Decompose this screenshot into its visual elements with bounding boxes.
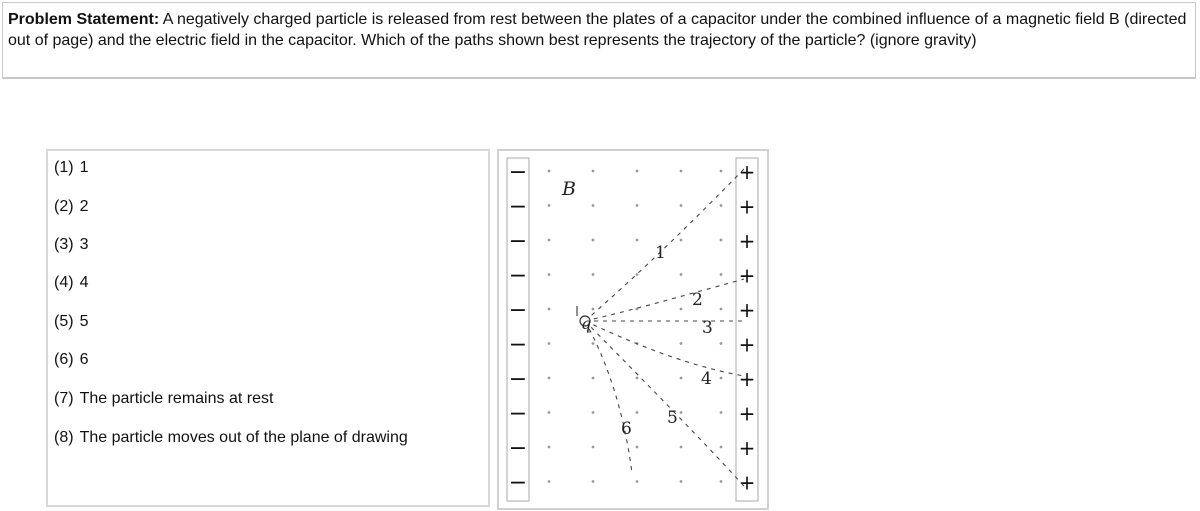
- option-label: 1: [79, 159, 89, 176]
- problem-statement: [2, 2, 1196, 79]
- positive-sign: +: [738, 332, 756, 357]
- positive-sign: +: [738, 367, 756, 391]
- field-dot: [592, 273, 595, 276]
- negative-sign: −: [508, 298, 528, 323]
- field-dot: [720, 411, 723, 414]
- field-dot: [720, 273, 723, 276]
- field-dot: [548, 170, 551, 173]
- field-dot: [592, 342, 595, 345]
- option-number: (4): [54, 274, 74, 291]
- positive-sign: +: [738, 194, 756, 219]
- positive-sign: +: [738, 229, 756, 253]
- field-dot: [680, 446, 683, 449]
- positive-sign: +: [738, 263, 756, 288]
- negative-sign: −: [508, 470, 528, 496]
- path-label-3: 3: [702, 318, 713, 338]
- field-dot: [636, 411, 639, 414]
- field-dot: [720, 308, 723, 311]
- path-label-5: 5: [667, 408, 678, 428]
- option-label: 3: [79, 236, 89, 253]
- positive-sign: +: [738, 470, 756, 495]
- field-dot: [636, 273, 639, 276]
- answer-option-8[interactable]: [54, 428, 408, 448]
- diagram-canvas: [499, 151, 767, 508]
- problem-text: A negatively charged particle is released from rest between the plates of a capacitor under the combined influence of a magnetic field B (directed out of page) and the electric field in the capacitor. Which of the paths shown best represents the trajectory of the particle? (ignore gravity): [8, 11, 1187, 49]
- field-dot: [592, 170, 595, 173]
- field-dot: [680, 308, 683, 311]
- answer-option-2[interactable]: [54, 197, 88, 217]
- option-label: The particle moves out of the plane of drawing: [79, 429, 408, 446]
- negative-sign: −: [508, 160, 528, 185]
- field-dot: [680, 239, 683, 242]
- field-dot: [680, 480, 683, 483]
- field-dot: [636, 446, 639, 449]
- answer-option-5[interactable]: [54, 312, 88, 332]
- field-dot: [680, 170, 683, 173]
- field-dot: [636, 480, 639, 483]
- field-dot: [720, 170, 723, 173]
- negative-sign: −: [508, 194, 528, 220]
- negative-sign: −: [508, 229, 528, 254]
- option-number: (3): [54, 236, 74, 253]
- field-dot: [680, 377, 683, 380]
- answer-options-list: [46, 149, 490, 507]
- field-dot: [548, 411, 551, 414]
- field-dot: [548, 342, 551, 345]
- positive-sign: +: [738, 436, 756, 460]
- field-dot: [720, 480, 723, 483]
- option-label: 5: [79, 313, 89, 330]
- option-label: 6: [79, 351, 89, 368]
- trajectory-paths: [585, 169, 744, 486]
- field-dot: [592, 411, 595, 414]
- negative-sign: −: [508, 332, 528, 358]
- option-label: 2: [79, 198, 89, 215]
- charge-label: q: [581, 314, 592, 333]
- path-2: [585, 279, 744, 321]
- negative-sign: −: [508, 367, 528, 392]
- negative-sign: −: [508, 436, 528, 461]
- field-dot: [636, 239, 639, 242]
- positive-sign: +: [738, 298, 756, 322]
- field-dot: [592, 239, 595, 242]
- field-dot: [592, 480, 595, 483]
- field-dot: [636, 377, 639, 380]
- answer-option-6[interactable]: [54, 350, 88, 370]
- path-label-6: 6: [621, 419, 632, 439]
- answer-option-7[interactable]: [54, 389, 273, 409]
- field-dot: [680, 273, 683, 276]
- field-dots: [548, 170, 723, 483]
- path-label-4: 4: [701, 369, 712, 389]
- field-dot: [592, 377, 595, 380]
- field-dot: [548, 377, 551, 380]
- path-5: [585, 321, 744, 486]
- field-dot: [592, 204, 595, 207]
- field-dot: [720, 446, 723, 449]
- option-number: (8): [54, 429, 74, 446]
- field-label: B: [562, 178, 576, 200]
- field-dot: [680, 411, 683, 414]
- field-dot: [548, 239, 551, 242]
- option-number: (1): [54, 159, 74, 176]
- positive-sign: +: [738, 160, 756, 184]
- field-dot: [720, 239, 723, 242]
- problem-label: Problem Statement:: [8, 11, 160, 28]
- option-number: (7): [54, 390, 74, 407]
- negative-sign: −: [508, 401, 528, 427]
- field-dot: [680, 342, 683, 345]
- field-dot: [548, 480, 551, 483]
- option-number: (6): [54, 351, 74, 368]
- field-dot: [720, 204, 723, 207]
- field-dot: [592, 446, 595, 449]
- answer-option-3[interactable]: [54, 235, 88, 255]
- field-dot: [548, 204, 551, 207]
- option-label: The particle remains at rest: [79, 390, 274, 407]
- field-dot: [680, 204, 683, 207]
- field-dot: [548, 308, 551, 311]
- field-dot: [548, 446, 551, 449]
- path-label-2: 2: [692, 290, 703, 310]
- option-number: (5): [54, 313, 74, 330]
- field-dot: [636, 170, 639, 173]
- field-dot: [720, 377, 723, 380]
- capacitor-field-diagram: [497, 149, 769, 510]
- plate-charge-signs: [509, 160, 756, 496]
- option-label: 4: [79, 274, 89, 291]
- answer-option-1[interactable]: [54, 158, 88, 178]
- field-dot: [636, 204, 639, 207]
- option-number: (2): [54, 198, 74, 215]
- positive-sign: +: [738, 401, 756, 426]
- negative-sign: −: [508, 263, 528, 289]
- field-dot: [592, 308, 595, 311]
- field-dot: [548, 273, 551, 276]
- path-4: [585, 321, 744, 376]
- field-dot: [720, 342, 723, 345]
- path-label-1: 1: [655, 243, 666, 263]
- answer-option-4[interactable]: [54, 273, 88, 293]
